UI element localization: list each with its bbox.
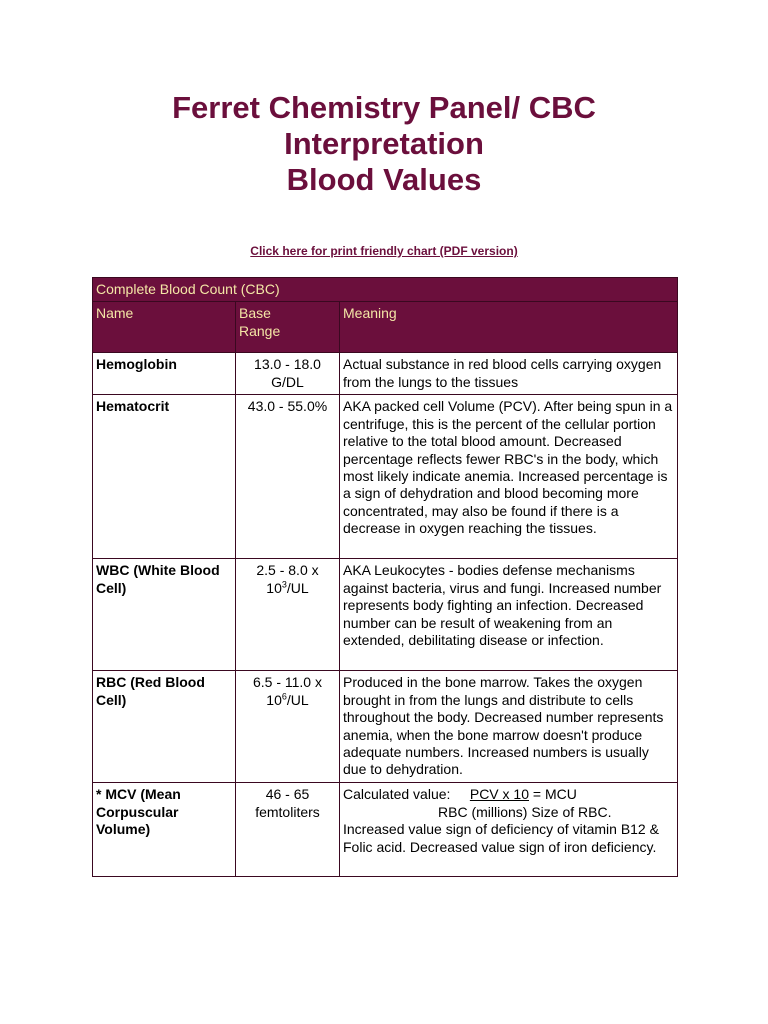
table-row xyxy=(93,395,678,559)
range-unit: /UL xyxy=(286,579,309,596)
row-name: RBC (Red Blood Cell) xyxy=(93,671,236,783)
column-header-name: Name xyxy=(93,302,236,353)
row-meaning: Produced in the bone marrow. Takes the oxygen brought in from the lungs and distribute to cells throughout the body. Decreased number represents anemia, when the bone marrow doesn't produce adequate numbers. Increased numbers is usually due to dehydration. xyxy=(340,671,678,783)
column-header-range xyxy=(236,302,340,353)
row-meaning: AKA Leukocytes - bodies defense mechanisms against bacteria, virus and fungi. Increased number represents body fighting an infection. Decreased number can be result of weakening from an extended, debilitating disease or infection. xyxy=(340,559,678,671)
row-meaning xyxy=(340,783,678,877)
row-name: Hematocrit xyxy=(93,395,236,559)
title-line-3: Blood Values xyxy=(286,162,482,197)
range-exponent: 3 xyxy=(281,579,287,590)
formula-denominator: RBC (millions) Size of RBC. xyxy=(438,803,612,820)
row-name: WBC (White Blood Cell) xyxy=(93,559,236,671)
row-range: 43.0 - 55.0% xyxy=(236,395,340,559)
section-title: Complete Blood Count (CBC) xyxy=(93,278,678,302)
range-unit: /UL xyxy=(286,691,309,708)
range-header-line1: Base xyxy=(239,305,271,322)
formula-result: = MCU xyxy=(529,786,577,803)
range-header-line2: Range xyxy=(239,322,281,339)
row-range: 46 - 65 femtoliters xyxy=(236,783,340,877)
section-header-row xyxy=(93,278,678,302)
row-name: * MCV (Mean Corpuscular Volume) xyxy=(93,783,236,877)
table-row xyxy=(93,671,678,783)
column-header-row xyxy=(93,302,678,353)
table-row xyxy=(93,783,678,877)
row-meaning: AKA packed cell Volume (PCV). After being spun in a centrifuge, this is the percent of the cellular portion relative to the total blood amount. Decreased percentage reflects fewer RBC's in the body, which most likely indicate anemia. Increased percentage is a sign of dehydration and blood becoming more concentrated, may also be found if there is a decrease in oxygen reaching the tissues. xyxy=(340,395,678,559)
page-title xyxy=(0,90,768,198)
range-value: 6.5 - 11.0 x 10 xyxy=(252,674,322,708)
formula-numerator: PCV x 10 xyxy=(469,786,529,803)
meaning-intro: Calculated value: xyxy=(343,786,451,803)
row-name: Hemoglobin xyxy=(93,353,236,395)
column-header-meaning: Meaning xyxy=(340,302,678,353)
table-row xyxy=(93,559,678,671)
cbc-table xyxy=(92,277,678,877)
title-line-1: Ferret Chemistry Panel/ CBC xyxy=(172,90,596,125)
range-exponent: 6 xyxy=(281,691,287,702)
meaning-detail: Increased value sign of deficiency of vitamin B12 & Folic acid. Decreased value sign of iron deficiency. xyxy=(343,821,659,855)
row-range: 13.0 - 18.0 G/DL xyxy=(236,353,340,395)
row-range xyxy=(236,559,340,671)
row-meaning: Actual substance in red blood cells carrying oxygen from the lungs to the tissues xyxy=(340,353,678,395)
range-value: 2.5 - 8.0 x 10 xyxy=(256,562,319,596)
pdf-version-link[interactable]: Click here for print friendly chart (PDF version) xyxy=(250,244,518,258)
row-range xyxy=(236,671,340,783)
title-line-2: Interpretation xyxy=(284,126,484,161)
table-row xyxy=(93,353,678,395)
